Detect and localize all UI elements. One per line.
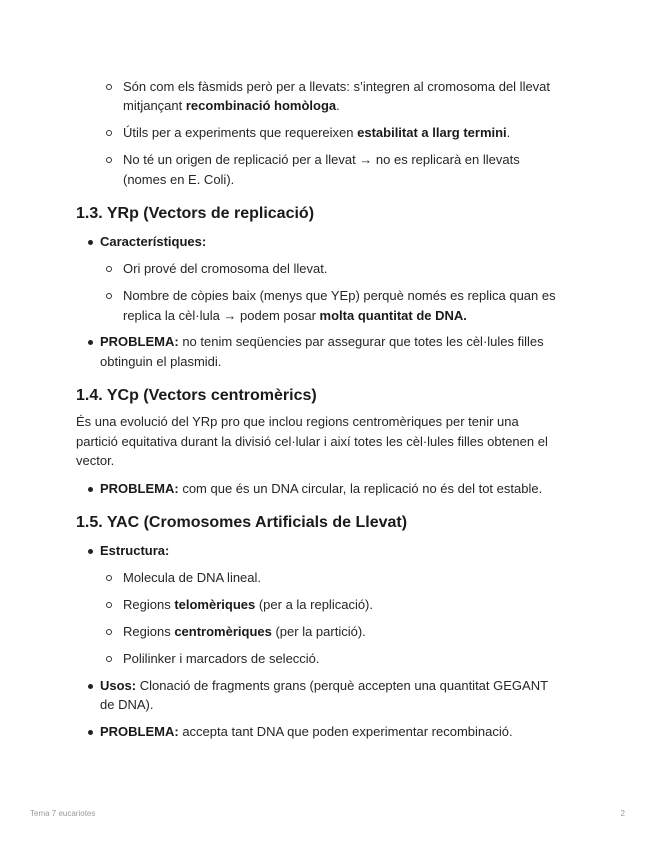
list-item-text: Regions centromèriques (per la partició). — [123, 624, 366, 639]
list-item-label: Característiques: — [100, 234, 207, 249]
paragraph-text: És una evolució del YRp pro que inclou regions centromèriques per tenir una — [76, 414, 519, 429]
list-item-text: Ori prové del cromosoma del llevat. — [123, 261, 328, 276]
list-bullet-circle — [106, 130, 112, 136]
list-bullet-dot — [88, 730, 93, 735]
list-item-text: obtinguin el plasmidi. — [100, 354, 222, 369]
list-bullet-circle — [106, 575, 112, 581]
list-item-text: de DNA). — [100, 697, 154, 712]
list-bullet-circle — [106, 602, 112, 608]
paragraph-text: partició equitativa durant la divisió cel·lular i així totes les cèl·lules filles obtenen el — [76, 434, 548, 449]
list-item-label: Estructura: — [100, 543, 170, 558]
list-bullet-circle — [106, 629, 112, 635]
list-bullet-dot — [88, 549, 93, 554]
list-item-text: No té un origen de replicació per a llevat → no es replicarà en llevats — [123, 152, 520, 167]
list-item-text: Útils per a experiments que requereixen estabilitat a llarg termini. — [123, 125, 511, 140]
page-number: 2 — [620, 809, 625, 818]
list-bullet-circle — [106, 266, 112, 272]
footer-title: Tema 7 eucariotes — [30, 809, 96, 818]
list-bullet-dot — [88, 684, 93, 689]
list-bullet-dot — [88, 240, 93, 245]
list-item-text: replica la cèl·lula → podem posar molta quantitat de DNA. — [123, 308, 467, 323]
list-item-text: Molecula de DNA lineal. — [123, 570, 262, 585]
section-heading-yrp: 1.3. YRp (Vectors de replicació) — [76, 205, 315, 222]
list-bullet-dot — [88, 487, 93, 492]
list-bullet-dot — [88, 340, 93, 345]
list-item-text: Regions telomèriques (per a la replicació). — [123, 597, 374, 612]
list-item-text: Usos: Clonació de fragments grans (perquè accepten una quantitat GEGANT — [100, 678, 549, 693]
list-bullet-circle — [106, 293, 112, 299]
list-item-text: PROBLEMA: com que és un DNA circular, la replicació no és del tot estable. — [100, 481, 543, 496]
list-item-text: mitjançant recombinació homòloga. — [123, 98, 340, 113]
list-bullet-circle — [106, 157, 112, 163]
list-item-text: Polilinker i marcadors de selecció. — [123, 651, 320, 666]
list-item-text: Són com els fàsmids però per a llevats: s’integren al cromosoma del llevat — [123, 79, 551, 94]
section-heading-ycp: 1.4. YCp (Vectors centromèrics) — [76, 387, 317, 404]
list-item-text: PROBLEMA: no tenim seqüencies par assegurar que totes les cèl·lules filles — [100, 334, 544, 349]
paragraph-text: vector. — [76, 453, 115, 468]
list-item-text: Nombre de còpies baix (menys que YEp) perquè només es replica quan es — [123, 288, 556, 303]
list-bullet-circle — [106, 84, 112, 90]
list-item-text: PROBLEMA: accepta tant DNA que poden experimentar recombinació. — [100, 724, 513, 739]
list-bullet-circle — [106, 656, 112, 662]
section-heading-yac: 1.5. YAC (Cromosomes Artificials de Llevat) — [76, 514, 408, 531]
list-item-text: (nomes en E. Coli). — [123, 172, 235, 187]
